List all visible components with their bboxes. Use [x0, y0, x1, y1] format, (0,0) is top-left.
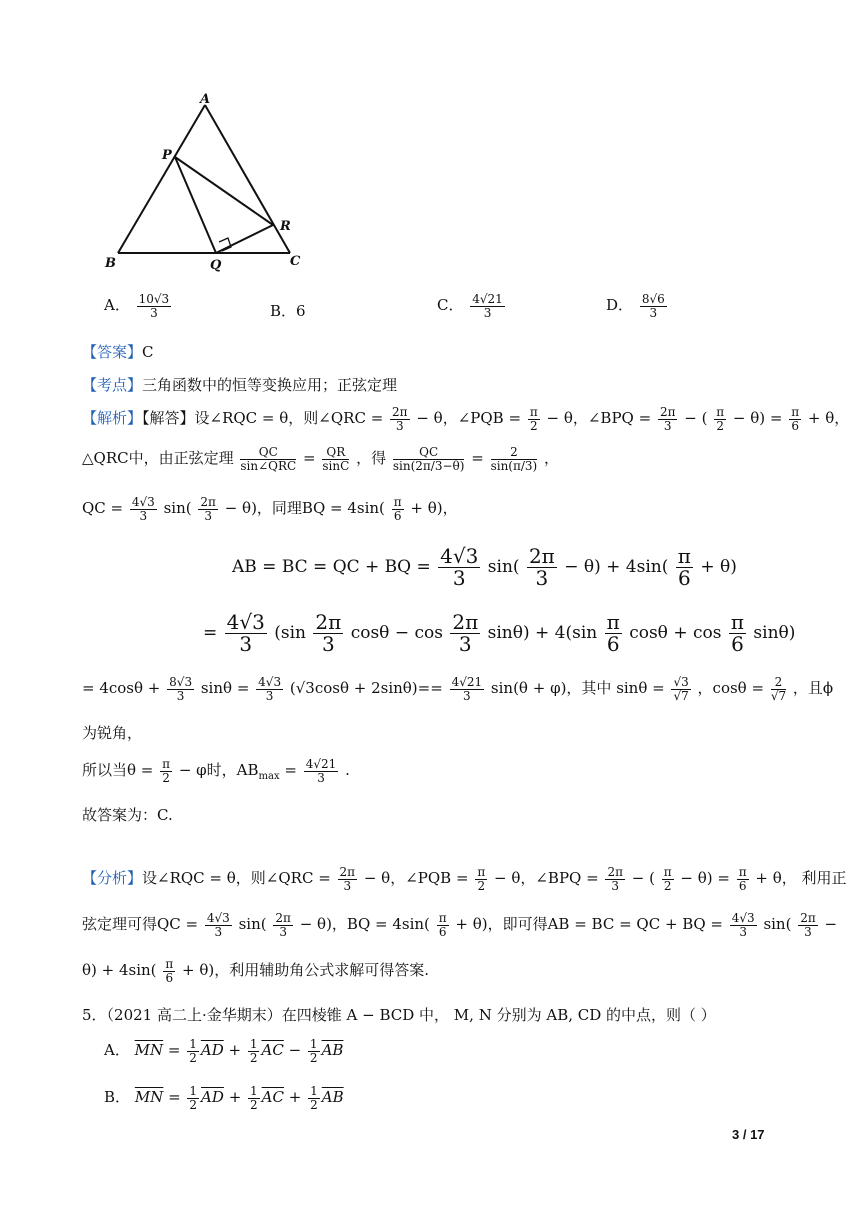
option-B: B．6: [270, 302, 306, 320]
fenxi-line-2: 弦定理可得QC = $\frac{4√3}{3}$ sin( $\frac{2\pi}{3}$ − θ)，BQ = 4sin( $\frac{\pi}{6}$ + θ)，即可得AB = BC = QC + BQ = $\frac{4√3}{3}$ sin( $\frac{2\pi}{3}$ −: [82, 911, 838, 939]
answer-line: 【答案】C: [82, 343, 154, 361]
label-C: C: [290, 254, 301, 269]
option-label: A．: [104, 296, 130, 315]
fenxi-line-1: 【分析】设∠RQC = θ，则∠QRC = $\frac{2\pi}{3}$ − θ，∠PQB = $\frac{\pi}{2}$ − θ，∠BPQ = $\frac{2\pi}{3}$ − ( $\frac{\pi}{2}$ − θ) = $\frac{\pi}{6}$ + θ， 利用正: [82, 865, 847, 893]
option-A: [104, 293, 173, 319]
q5-stem: 5．（2021 高二上·金华期末）在四棱锥 A − BCD 中， M, N 分别为 AB, CD 的中点，则（ ）: [82, 1006, 716, 1024]
jiexi-line-7: 为锐角，: [82, 724, 143, 742]
jiexi-line-5: = $\frac{4√3}{3}$ (sin $\frac{2\pi}{3}$ cosθ − cos $\frac{2\pi}{3}$ sinθ) + 4(sin $\frac{\pi}{6}$ cosθ + cos $\frac{\pi}{6}$ sinθ): [203, 610, 796, 656]
label-Q: Q: [210, 258, 222, 273]
label-R: R: [280, 219, 291, 234]
option-D: D． $\frac{8√6}{3}$: [606, 292, 665, 320]
jiexi-line-3: QC = $\frac{4√3}{3}$ sin( $\frac{2\pi}{3}$ − θ)，同理BQ = 4sin( $\frac{\pi}{6}$ + θ)，: [82, 495, 458, 523]
triangle-figure: [100, 85, 320, 275]
jiexi-line-9: 故答案为：C.: [82, 806, 173, 824]
page-number: 3 / 17: [732, 1127, 765, 1142]
option-C: C． $\frac{4√21}{3}$: [437, 292, 503, 320]
jiexi-line-8: 所以当θ = $\frac{\pi}{2}$ − φ时，$AB_{max}$ = $\frac{4√21}{3}$ .: [82, 757, 350, 785]
kaodian-line: 【考点】三角函数中的恒等变换应用；正弦定理: [82, 376, 398, 394]
label-P: P: [162, 148, 172, 163]
jiexi-line-4: AB = BC = QC + BQ = $\frac{4√3}{3}$ sin( $\frac{2\pi}{3}$ − θ) + 4sin( $\frac{\pi}{6}$ + θ): [232, 544, 737, 590]
q5-option-A: A． $\overline{MN}$ = $\frac{1}{2}$ $\overline{AD}$ + $\frac{1}{2}$ $\overline{AC}$ − $\frac{1}{2}$ $\overline{AB}$: [104, 1037, 344, 1065]
fenxi-line-3: θ) + 4sin( $\frac{\pi}{6}$ + θ)，利用辅助角公式求解可得答案.: [82, 957, 429, 985]
jiexi-line-2: △QRC中，由正弦定理 $\frac{QC}{\text{sin∠QRC}}$ = $\frac{QR}{\sin C}$ ，得 $\frac{QC}{\sin(2\pi/3-\theta)}$ = $\frac{2}{\sin(\pi/3)}$ ，: [82, 445, 560, 473]
jiexi-line-1: 【解析】【解答】设∠RQC = θ，则∠QRC = $\frac{2\pi}{3}$ − θ，∠PQB = $\frac{\pi}{2}$ − θ，∠BPQ = $\frac{2\pi}{3}$ − ( $\frac{\pi}{2}$ − θ) = $\frac{\pi}{6}$ + θ，: [82, 405, 850, 433]
q5-option-B: B． $\overline{MN}$ = $\frac{1}{2}$ $\overline{AD}$ + $\frac{1}{2}$ $\overline{AC}$ + $\frac{1}{2}$ $\overline{AB}$: [104, 1084, 344, 1112]
label-B: B: [105, 256, 116, 271]
jiexi-line-6: = 4cosθ + $\frac{8√3}{3}$ sinθ = $\frac{4√3}{3}$ (√3cosθ + 2sinθ)== $\frac{4√21}{3}$ sin(θ + φ)，其中 sinθ = $\frac{√3}{√7}$ ，cosθ = $\frac{2}{√7}$ ，且ϕ: [82, 675, 834, 703]
fraction: $\frac{10√3}{3}$: [138, 292, 170, 320]
label-A: A: [200, 92, 211, 107]
